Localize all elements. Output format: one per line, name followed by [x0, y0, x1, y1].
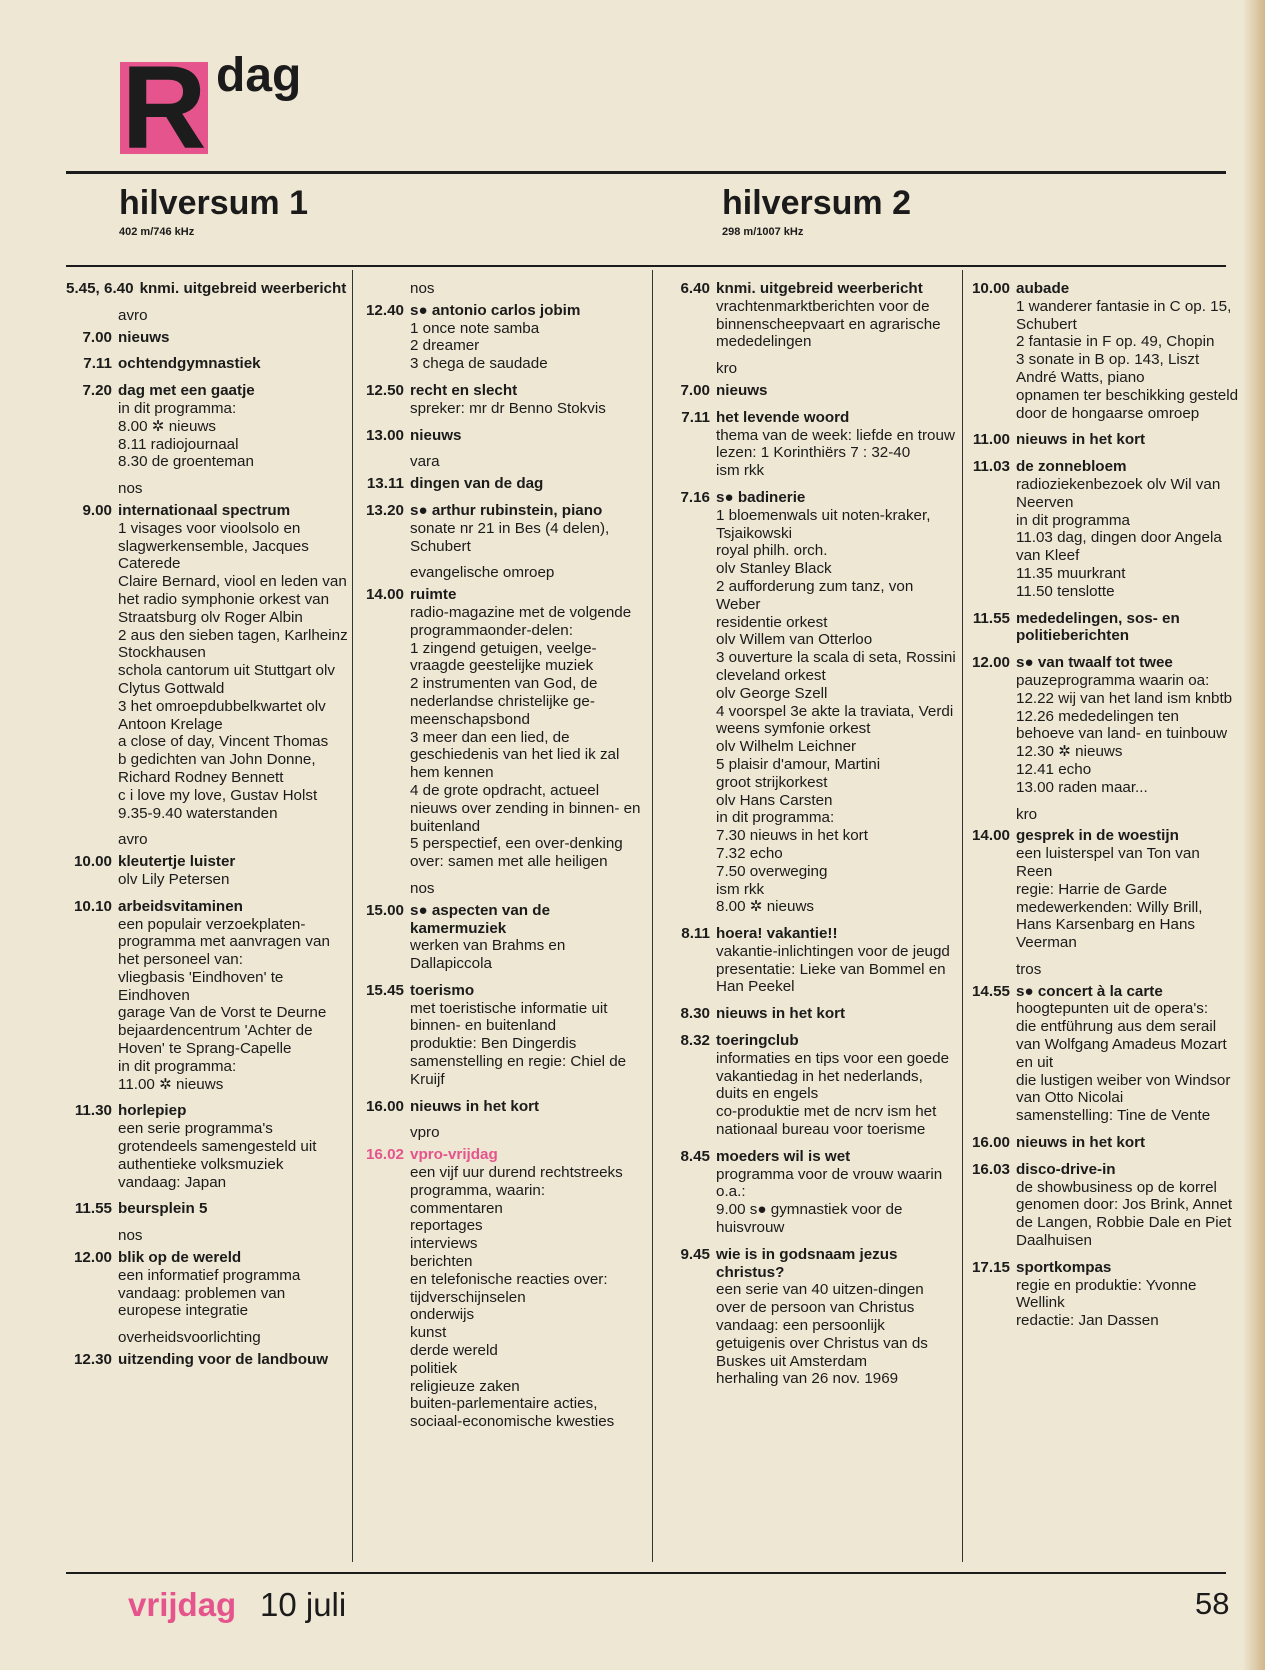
- programme-entry: [964, 1161, 1240, 1250]
- section-title: dag: [216, 49, 302, 102]
- programme-detail: co-produktie met de ncrv ism het nationaal bureau voor toerisme: [716, 1103, 937, 1139]
- broadcaster-label: [358, 564, 648, 582]
- programme-time: 15.45: [365, 981, 404, 999]
- programme-entry: [664, 409, 956, 480]
- programme-detail: interviews: [410, 1235, 478, 1253]
- programme-detail: werken van Brahms en Dallapiccola: [410, 937, 566, 973]
- programme-time: 12.00: [971, 654, 1010, 672]
- broadcaster-label: [66, 480, 348, 498]
- programme-time: 13.20: [365, 501, 404, 519]
- programme-time: 10.00: [73, 853, 112, 871]
- programme-time: 10.10: [73, 897, 112, 915]
- programme-detail: een informatief programma: [118, 1266, 301, 1284]
- programme-title: blik op de wereld: [118, 1249, 242, 1267]
- programme-entry: [358, 502, 648, 555]
- column-divider: [652, 270, 653, 1562]
- programme-detail: produktie: Ben Dingerdis: [410, 1035, 577, 1053]
- station-freq-hilversum-2: 298 m/1007 kHz: [722, 226, 804, 238]
- column-hilversum-1-a: [66, 280, 348, 1378]
- programme-title: nieuws in het kort: [716, 1005, 846, 1023]
- programme-time: 9.00: [82, 501, 112, 519]
- column-hilversum-2-b: [964, 280, 1240, 1339]
- programme-title: knmi. uitgebreid weerbericht: [139, 280, 347, 297]
- column-divider: [352, 270, 353, 1562]
- programme-title: vpro-vrijdag: [410, 1146, 498, 1164]
- programme-title: nieuws in het kort: [1016, 431, 1146, 449]
- programme-detail: 11.35 muurkrant: [1016, 564, 1126, 582]
- programme-entry: [358, 1098, 648, 1116]
- programme-title: disco-drive-in: [1016, 1160, 1116, 1178]
- programme-detail: 3 het omroepdubbelkwartet olv Antoon Krelage: [118, 697, 326, 733]
- programme-title: gesprek in de woestijn: [1016, 827, 1179, 845]
- programme-detail: 12.26 mededelingen ten behoeve van land- en tuinbouw: [1016, 707, 1228, 743]
- programme-detail: 12.30 ✲ nieuws: [1016, 743, 1123, 761]
- programme-detail: vandaag: problemen van europese integratie: [118, 1284, 286, 1320]
- programme-entry: [664, 489, 956, 916]
- broadcaster-label: [964, 961, 1240, 979]
- programme-detail: 5 perspectief, een over-denking over: samen met alle heiligen: [410, 835, 623, 871]
- programme-entry: [664, 1032, 956, 1139]
- programme-title: s● aspecten van de kamermuziek: [410, 901, 551, 937]
- programme-detail: olv Lily Petersen: [118, 870, 230, 888]
- programme-entry: [358, 382, 648, 418]
- programme-detail: 3 chega de saudade: [410, 355, 548, 373]
- programme-detail: presentatie: Lieke van Bommel en Han Peekel: [716, 960, 946, 996]
- programme-title: uitzending voor de landbouw: [118, 1351, 329, 1369]
- programme-detail: ism rkk: [716, 462, 765, 480]
- programme-entry: [964, 1259, 1240, 1330]
- programme-detail: vliegbasis 'Eindhoven' te Eindhoven: [118, 968, 284, 1004]
- programme-entry: [964, 1134, 1240, 1152]
- programme-detail: 7.32 echo: [716, 844, 783, 862]
- broadcaster-name: vara: [410, 453, 440, 471]
- programme-title: aubade: [1016, 280, 1070, 297]
- programme-detail: vakantie-inlichtingen voor de jeugd: [716, 942, 950, 960]
- broadcaster-name: avro: [118, 306, 148, 324]
- programme-detail: een luisterspel van Ton van Reen: [1016, 845, 1200, 880]
- programme-time: 15.00: [365, 901, 404, 919]
- programme-detail: herhaling van 26 nov. 1969: [716, 1370, 899, 1388]
- programme-detail: 8.30 de groenteman: [118, 453, 254, 471]
- programme-entry: [358, 982, 648, 1089]
- programme-detail: reportages: [410, 1217, 483, 1235]
- programme-entry: [964, 983, 1240, 1125]
- programme-time: 7.20: [82, 382, 112, 400]
- programme-title: beursplein 5: [118, 1200, 208, 1218]
- programme-detail: vandaag: een persoonlijk getuigenis over Christus van ds Buskes uit Amsterdam: [716, 1317, 928, 1370]
- programme-detail: radioziekenbezoek olv Wil van Neerven: [1016, 475, 1221, 511]
- programme-detail: olv Wilhelm Leichner: [716, 738, 857, 756]
- programme-detail: commentaren: [410, 1199, 503, 1217]
- programme-detail: 2 aufforderung zum tanz, von Weber: [716, 577, 914, 613]
- programme-entry: [66, 280, 348, 298]
- programme-detail: olv Willem van Otterloo: [716, 631, 873, 649]
- programme-detail: schola cantorum uit Stuttgart olv Clytus Gottwald: [118, 662, 335, 697]
- page-edge-shadow: [1243, 0, 1265, 1670]
- programme-time: 5.45, 6.40: [66, 280, 134, 297]
- programme-detail: tijdverschijnselen: [410, 1288, 526, 1306]
- programme-time: 14.55: [971, 982, 1010, 1000]
- broadcaster-label: [66, 1227, 348, 1245]
- programme-detail: die lustigen weiber von Windsor van Otto Nicolai: [1016, 1071, 1231, 1107]
- programme-detail: een vijf uur durend rechtstreeks programma, waarin:: [410, 1164, 623, 1199]
- programme-entry: [358, 1146, 648, 1431]
- programme-detail: in dit programma:: [118, 1057, 237, 1075]
- programme-title: nieuws: [410, 426, 462, 444]
- broadcaster-label: [358, 880, 648, 898]
- programme-title: internationaal spectrum: [118, 501, 291, 519]
- programme-detail: samenstelling en regie: Chiel de Kruijf: [410, 1053, 627, 1088]
- programme-entry: [664, 280, 956, 351]
- broadcaster-name: kro: [1016, 805, 1038, 823]
- programme-detail: 8.00 ✲ nieuws: [118, 417, 216, 435]
- programme-time: 12.30: [73, 1351, 112, 1369]
- programme-entry: [66, 329, 348, 347]
- programme-title: s● badinerie: [716, 488, 806, 506]
- programme-detail: olv Hans Carsten: [716, 791, 833, 809]
- broadcaster-label: [66, 831, 348, 849]
- broadcaster-name: nos: [410, 280, 435, 297]
- programme-detail: informaties en tips voor een goede vakantiedag in het nederlands, duits en engels: [716, 1049, 950, 1103]
- programme-entry: [664, 1148, 956, 1237]
- programme-entry: [964, 654, 1240, 796]
- programme-detail: royal philh. orch.: [716, 542, 828, 560]
- broadcaster-label: [358, 280, 648, 298]
- column-divider: [962, 270, 963, 1562]
- programme-time: 16.00: [971, 1134, 1010, 1152]
- programme-time: 11.30: [74, 1102, 112, 1120]
- programme-detail: 2 dreamer: [410, 337, 480, 355]
- programme-time: 8.32: [680, 1032, 710, 1050]
- programme-detail: 11.50 tenslotte: [1016, 582, 1115, 600]
- broadcaster-name: nos: [118, 1227, 143, 1245]
- programme-title: wie is in godsnaam jezus christus?: [716, 1245, 898, 1281]
- broadcaster-label: [964, 806, 1240, 824]
- broadcaster-name: avro: [118, 831, 148, 849]
- programme-detail: 9.00 s● gymnastiek voor de huisvrouw: [716, 1201, 903, 1237]
- programme-detail: 11.00 ✲ nieuws: [118, 1075, 224, 1093]
- programme-title: dingen van de dag: [410, 475, 544, 493]
- programme-time: 14.00: [365, 586, 404, 604]
- programme-title: ruimte: [410, 586, 457, 604]
- programme-title: hoera! vakantie!!: [716, 925, 838, 943]
- programme-detail: programma voor de vrouw waarin o.a.:: [716, 1165, 943, 1201]
- programme-time: 16.03: [971, 1160, 1010, 1178]
- programme-entry: [358, 427, 648, 445]
- programme-entry: [66, 1351, 348, 1369]
- broadcaster-label: [66, 307, 348, 325]
- programme-entry: [664, 1246, 956, 1388]
- programme-detail: in dit programma:: [118, 399, 237, 417]
- programme-detail: in dit programma: [1016, 511, 1130, 529]
- broadcaster-name: vpro: [410, 1124, 440, 1142]
- programme-title: s● concert à la carte: [1016, 982, 1163, 1000]
- programme-title: kleutertje luister: [118, 853, 236, 871]
- programme-entry: [66, 502, 348, 822]
- header-rule: [66, 265, 1226, 267]
- broadcaster-label: [664, 360, 956, 378]
- programme-detail: 8.00 ✲ nieuws: [716, 898, 814, 916]
- programme-title: s● arthur rubinstein, piano: [410, 501, 603, 519]
- programme-time: 7.16: [680, 488, 710, 506]
- programme-time: 14.00: [971, 827, 1010, 845]
- programme-title: het levende woord: [716, 408, 850, 426]
- programme-detail: lezen: 1 Korinthiërs 7 : 32-40: [716, 444, 911, 462]
- programme-detail: met toeristische informatie uit binnen- en buitenland: [410, 999, 608, 1035]
- programme-detail: c i love my love, Gustav Holst: [118, 786, 318, 804]
- programme-title: ochtendgymnastiek: [118, 355, 261, 373]
- programme-detail: pauzeprogramma waarin oa:: [1016, 671, 1210, 689]
- programme-time: 7.11: [681, 408, 710, 426]
- programme-title: dag met een gaatje: [118, 382, 255, 400]
- programme-time: 12.50: [365, 381, 404, 399]
- programme-detail: die entführung aus dem serail van Wolfgang Amadeus Mozart en uit: [1016, 1018, 1227, 1071]
- programme-entry: [66, 1249, 348, 1320]
- programme-detail: kunst: [410, 1324, 447, 1342]
- programme-detail: buiten-parlementaire acties, sociaal-economische kwesties: [410, 1395, 615, 1431]
- programme-time: 12.40: [365, 301, 404, 319]
- programme-title: s● van twaalf tot twee: [1016, 654, 1173, 672]
- programme-title: arbeidsvitaminen: [118, 897, 243, 915]
- programme-detail: een serie programma's grotendeels samengesteld uit authentieke volksmuziek: [118, 1120, 317, 1173]
- programme-detail: 7.30 nieuws in het kort: [716, 827, 868, 845]
- programme-detail: in dit programma:: [716, 809, 835, 827]
- programme-entry: [66, 355, 348, 373]
- programme-detail: 13.00 raden maar...: [1016, 778, 1148, 796]
- programme-time: 7.11: [83, 355, 112, 373]
- programme-detail: olv George Szell: [716, 684, 828, 702]
- programme-detail: 5 plaisir d'amour, Martini: [716, 755, 881, 773]
- column-hilversum-2-a: [664, 280, 956, 1397]
- column-hilversum-1-b: [358, 280, 648, 1440]
- programme-title: knmi. uitgebreid weerbericht: [716, 280, 923, 297]
- programme-time: 13.11: [366, 475, 404, 493]
- footer-rule: [66, 1572, 1226, 1574]
- programme-detail: groot strijkorkest: [716, 773, 828, 791]
- programme-title: mededelingen, sos- en politieberichten: [1016, 609, 1180, 645]
- programme-time: 11.00: [972, 431, 1010, 449]
- programme-time: 8.45: [680, 1147, 710, 1165]
- programme-detail: regie: Harrie de Garde: [1016, 880, 1168, 898]
- programme-detail: 2 instrumenten van God, de nederlandse christelijke ge-meenschapsbond: [410, 675, 598, 728]
- programme-detail: spreker: mr dr Benno Stokvis: [410, 399, 606, 417]
- programme-time: 10.00: [971, 280, 1010, 297]
- programme-detail: vrachtenmarktberichten voor de binnenscheepvaart en agrarische mededelingen: [716, 297, 941, 351]
- programme-entry: [358, 302, 648, 373]
- programme-detail: religieuze zaken: [410, 1377, 520, 1395]
- programme-time: 8.11: [681, 925, 710, 943]
- programme-detail: redactie: Jan Dassen: [1016, 1312, 1159, 1330]
- programme-detail: 1 bloemenwals uit noten-kraker, Tsjaikowski: [716, 506, 931, 542]
- programme-detail: medewerkenden: Willy Brill, Hans Karsenbarg en Hans Veerman: [1016, 898, 1203, 952]
- programme-detail: bejaardencentrum 'Achter de Hoven' te Sprang-Capelle: [118, 1022, 313, 1058]
- programme-time: 9.45: [680, 1245, 710, 1263]
- programme-detail: regie en produktie: Yvonne Wellink: [1016, 1276, 1197, 1312]
- programme-entry: [358, 475, 648, 493]
- programme-time: 16.02: [365, 1146, 404, 1164]
- programme-detail: vandaag: Japan: [118, 1173, 227, 1191]
- programme-detail: ism rkk: [716, 880, 765, 898]
- r-logo: R: [121, 62, 207, 154]
- programme-detail: 4 voorspel 3e akte la traviata, Verdi: [716, 702, 954, 720]
- programme-entry: [66, 1102, 348, 1191]
- programme-detail: de showbusiness op de korrel genomen door: Jos Brink, Annet de Langen, Robbie Dale en Piet Daalhuisen: [1016, 1178, 1233, 1250]
- programme-detail: b gedichten van John Donne, Richard Rodney Bennett: [118, 751, 316, 786]
- programme-detail: onderwijs: [410, 1306, 475, 1324]
- broadcaster-name: tros: [1016, 960, 1042, 978]
- programme-time: 6.40: [680, 280, 710, 297]
- programme-entry: [664, 925, 956, 996]
- programme-title: de zonnebloem: [1016, 458, 1127, 476]
- programme-detail: 12.22 wij van het land ism knbtb: [1016, 689, 1233, 707]
- broadcaster-name: nos: [118, 480, 143, 498]
- programme-title: s● antonio carlos jobim: [410, 301, 581, 319]
- footer-day: vrijdag: [128, 1586, 237, 1623]
- station-title-hilversum-2: hilversum 2: [722, 184, 911, 222]
- programme-detail: cleveland orkest: [716, 666, 826, 684]
- programme-detail: thema van de week: liefde en trouw: [716, 426, 955, 444]
- broadcaster-name: overheidsvoorlichting: [118, 1329, 261, 1347]
- programme-time: 11.03: [972, 458, 1010, 476]
- programme-title: toerismo: [410, 981, 475, 999]
- programme-title: toeringclub: [716, 1032, 799, 1050]
- broadcaster-label: [358, 453, 648, 471]
- broadcaster-name: evangelische omroep: [410, 564, 555, 582]
- programme-entry: [964, 458, 1240, 600]
- programme-detail: 2 fantasie in F op. 49, Chopin: [1016, 333, 1215, 351]
- programme-entry: [664, 1005, 956, 1023]
- programme-time: 11.55: [74, 1200, 112, 1218]
- programme-detail: 1 wanderer fantasie in C op. 15, Schubert: [1016, 297, 1232, 333]
- programme-entry: [66, 898, 348, 1094]
- programme-title: moeders wil is wet: [716, 1147, 851, 1165]
- programme-time: 7.00: [680, 381, 710, 399]
- programme-entry: [964, 610, 1240, 646]
- top-rule: [66, 171, 1226, 174]
- programme-title: nieuws: [118, 328, 170, 346]
- programme-detail: samenstelling: Tine de Vente: [1016, 1107, 1211, 1125]
- programme-title: nieuws in het kort: [1016, 1134, 1146, 1152]
- programme-title: sportkompas: [1016, 1258, 1112, 1276]
- programme-detail: 3 ouverture la scala di seta, Rossini: [716, 649, 956, 667]
- programme-detail: een populair verzoekplaten-programma met aanvragen van het personeel van:: [118, 915, 330, 969]
- programme-detail: politiek: [410, 1359, 458, 1377]
- programme-detail: 4 de grote opdracht, actueel nieuws over zending in binnen- en buitenland: [410, 781, 641, 835]
- programme-detail: Claire Bernard, viool en leden van het radio symphonie orkest van Straatsburg olv Roger Albin: [118, 573, 347, 626]
- programme-entry: [358, 586, 648, 871]
- programme-entry: [964, 431, 1240, 449]
- programme-title: nieuws: [716, 381, 768, 399]
- programme-detail: 9.35-9.40 waterstanden: [118, 804, 278, 822]
- programme-detail: 8.11 radiojournaal: [118, 435, 239, 453]
- programme-time: 16.00: [365, 1097, 404, 1115]
- programme-detail: en telefonische reacties over:: [410, 1270, 608, 1288]
- programme-detail: 1 once note samba: [410, 319, 540, 337]
- programme-time: 7.00: [82, 328, 112, 346]
- programme-detail: 11.03 dag, dingen door Angela van Kleef: [1016, 529, 1222, 565]
- programme-detail: 1 visages voor vioolsolo en slagwerkensemble, Jacques Caterede: [118, 519, 309, 573]
- footer-date: 10 juli: [260, 1586, 347, 1623]
- programme-detail: derde wereld: [410, 1342, 498, 1360]
- station-freq-hilversum-1: 402 m/746 kHz: [119, 226, 195, 238]
- programme-detail: 7.50 overweging: [716, 862, 828, 880]
- page-number: 58: [1195, 1586, 1230, 1621]
- programme-detail: André Watts, piano: [1016, 368, 1145, 386]
- programme-detail: radio-magazine met de volgende programmaonder-delen:: [410, 603, 632, 639]
- programme-title: horlepiep: [118, 1102, 187, 1120]
- programme-entry: [358, 902, 648, 973]
- programme-time: 8.30: [680, 1005, 710, 1023]
- programme-entry: [66, 1200, 348, 1218]
- programme-detail: hoogtepunten uit de opera's:: [1016, 1000, 1209, 1018]
- programme-detail: a close of day, Vincent Thomas: [118, 733, 329, 751]
- programme-time: 17.15: [971, 1258, 1010, 1276]
- broadcaster-name: nos: [410, 879, 435, 897]
- station-title-hilversum-1: hilversum 1: [119, 184, 308, 222]
- programme-detail: 1 zingend getuigen, veelge-vraagde geestelijke muziek: [410, 639, 597, 675]
- programme-detail: olv Stanley Black: [716, 560, 832, 578]
- programme-detail: een serie van 40 uitzen-dingen over de persoon van Christus: [716, 1281, 924, 1317]
- programme-detail: garage Van de Vorst te Deurne: [118, 1004, 327, 1022]
- programme-entry: [66, 382, 348, 471]
- programme-detail: berichten: [410, 1253, 473, 1271]
- programme-entry: [964, 827, 1240, 952]
- programme-detail: 2 aus den sieben tagen, Karlheinz Stockhausen: [118, 626, 348, 662]
- programme-time: 12.00: [73, 1249, 112, 1267]
- programme-entry: [964, 280, 1240, 422]
- programme-time: 11.55: [972, 609, 1010, 627]
- programme-detail: 3 meer dan een lied, de geschiedenis van het lied ik zal hem kennen: [410, 728, 620, 782]
- programme-entry: [66, 853, 348, 889]
- programme-detail: sonate nr 21 in Bes (4 delen), Schubert: [410, 519, 610, 555]
- programme-title: nieuws in het kort: [410, 1097, 540, 1115]
- broadcaster-name: kro: [716, 360, 738, 378]
- programme-time: 13.00: [365, 426, 404, 444]
- programme-detail: 12.41 echo: [1016, 760, 1092, 778]
- programme-detail: weens symfonie orkest: [716, 720, 871, 738]
- programme-detail: opnamen ter beschikking gesteld door de hongaarse omroep: [1016, 386, 1239, 422]
- programme-entry: [664, 382, 956, 400]
- broadcaster-label: [358, 1124, 648, 1142]
- programme-detail: residentie orkest: [716, 613, 828, 631]
- programme-detail: 3 sonate in B op. 143, Liszt: [1016, 351, 1200, 369]
- programme-title: recht en slecht: [410, 381, 518, 399]
- broadcaster-label: [66, 1329, 348, 1347]
